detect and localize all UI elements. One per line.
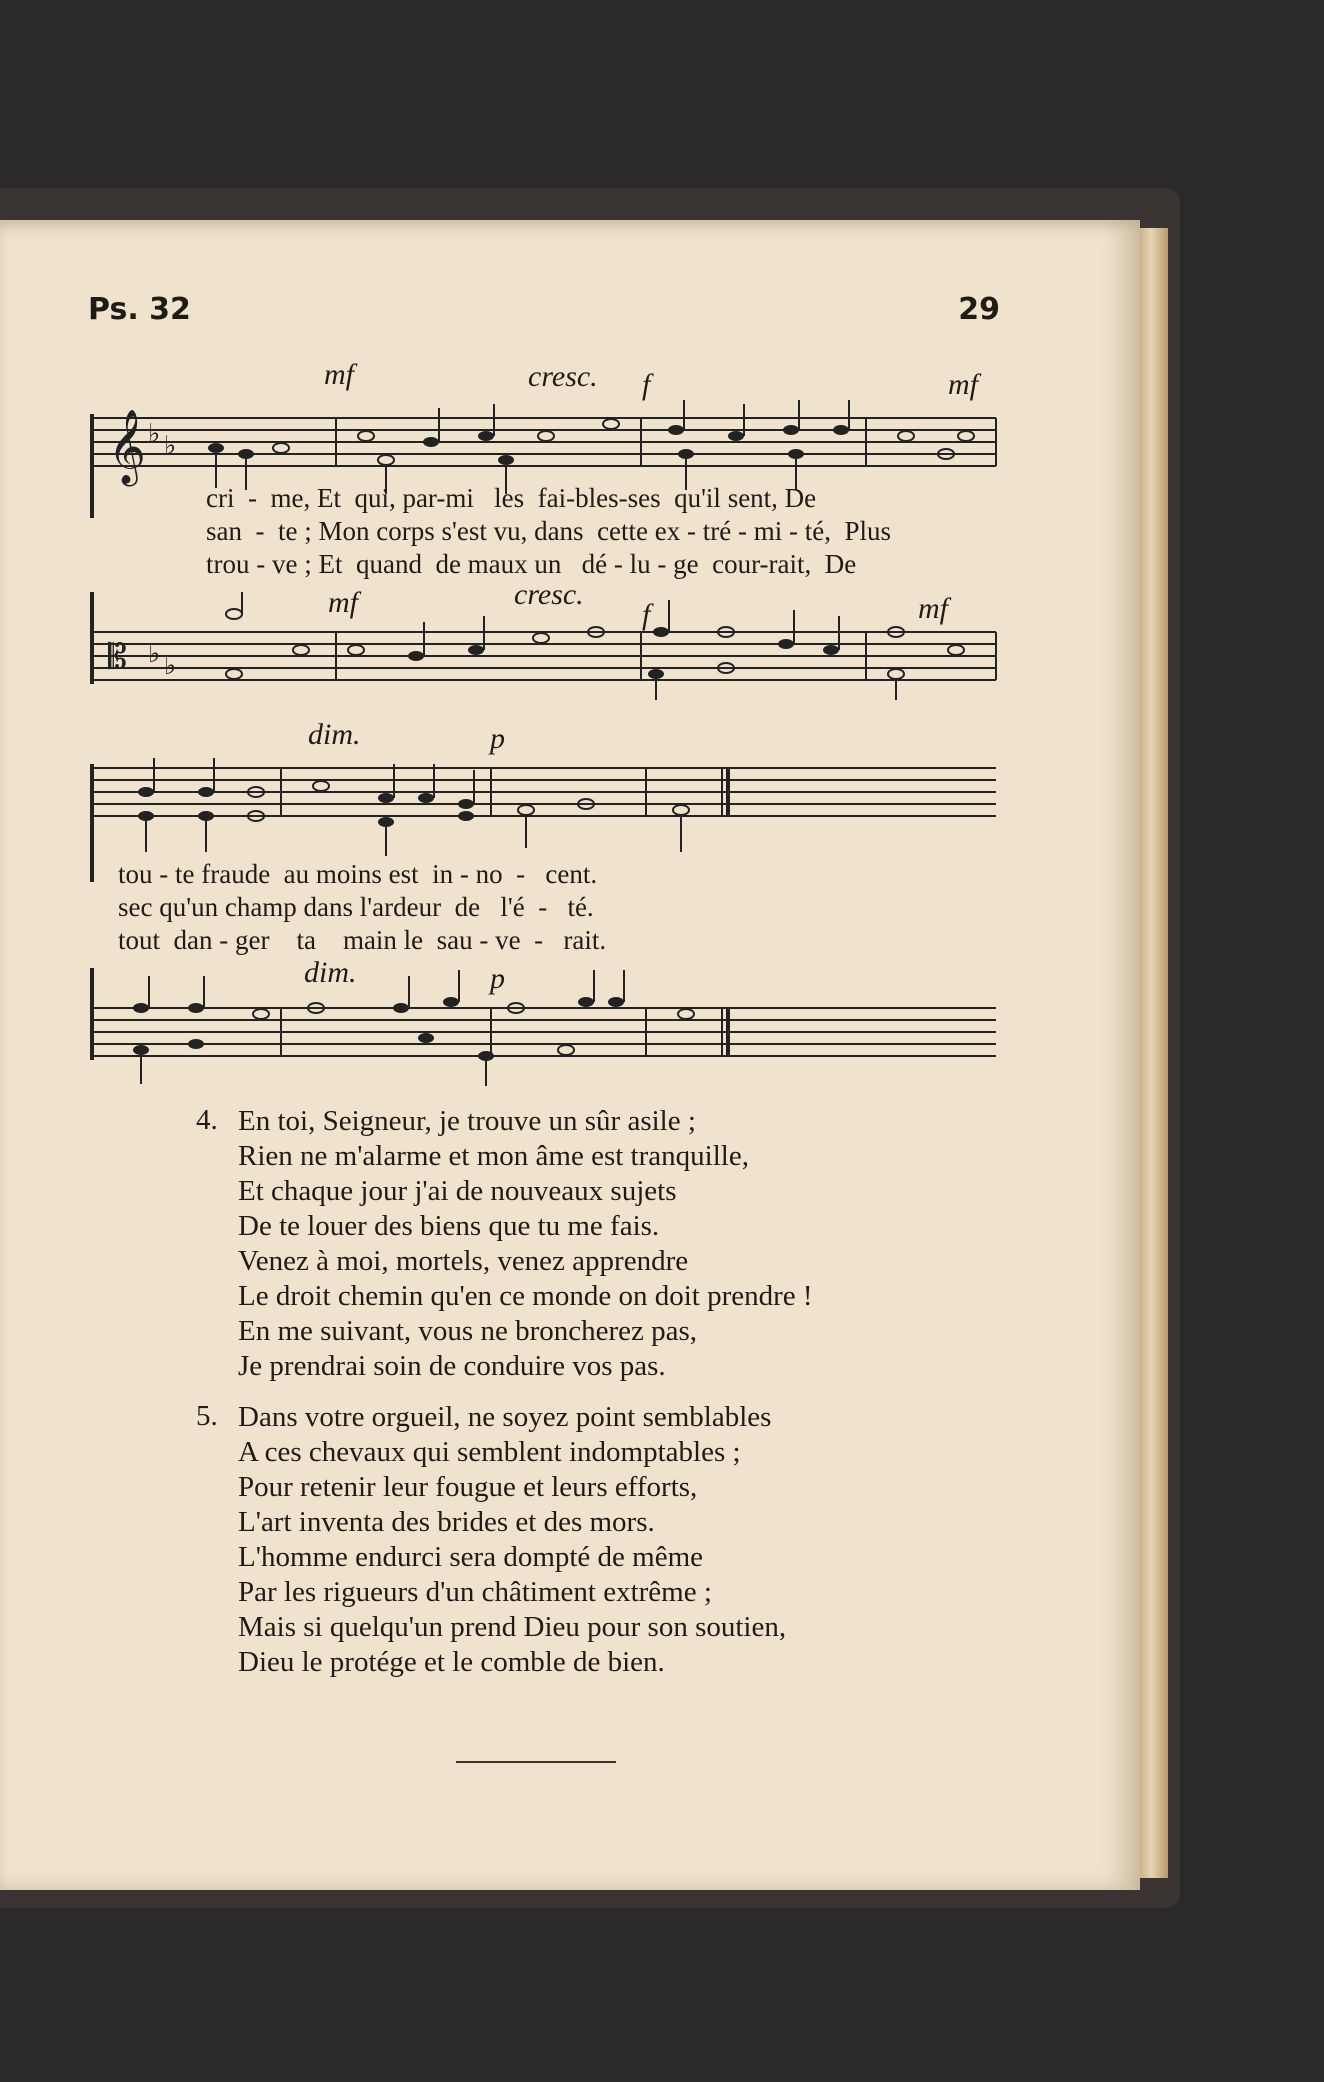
dynamic-p: p bbox=[490, 722, 505, 755]
dynamic-f: f bbox=[642, 368, 651, 401]
verse-line: L'art inventa des brides et des mors. bbox=[238, 1506, 655, 1538]
lyrics-block-2 bbox=[118, 858, 898, 957]
verse-line: En toi, Seigneur, je trouve un sûr asile ; bbox=[238, 1105, 696, 1137]
lyric-line: trou - ve ; Et quand de maux un dé - lu - ge cour-rait, De bbox=[206, 549, 857, 579]
stanza-number: 4. bbox=[196, 1104, 218, 1136]
verse-line: Et chaque jour j'ai de nouveaux sujets bbox=[238, 1175, 677, 1207]
verse-line: Le droit chemin qu'en ce monde on doit prendre ! bbox=[238, 1280, 813, 1312]
page-number: 29 bbox=[958, 292, 1000, 327]
svg-text:♭: ♭ bbox=[148, 419, 161, 448]
dynamic-mf: mf bbox=[918, 592, 948, 625]
lyric-line: tout dan - ger ta main le sau - ve - rait. bbox=[118, 925, 607, 955]
verse-line: Pour retenir leur fougue et leurs efforts, bbox=[238, 1471, 698, 1503]
staff-lower-2 bbox=[86, 968, 1004, 1088]
svg-text:♭: ♭ bbox=[164, 651, 177, 680]
psalm-label: Ps. 32 bbox=[88, 292, 191, 327]
verse-line: Rien ne m'alarme et mon âme est tranquille, bbox=[238, 1140, 749, 1172]
verse-line: Mais si quelqu'un prend Dieu pour son soutien, bbox=[238, 1611, 787, 1643]
verse-line: Venez à moi, mortels, venez apprendre bbox=[238, 1245, 689, 1277]
dynamic-mf: mf bbox=[324, 358, 354, 391]
stanza-5 bbox=[196, 1400, 916, 1680]
lyrics-block-1 bbox=[206, 482, 986, 581]
verse-line: De te louer des biens que tu me fais. bbox=[238, 1210, 660, 1242]
lyric-line: tou - te fraude au moins est in - no - cent. bbox=[118, 859, 598, 889]
dynamic-dim: dim. bbox=[304, 956, 357, 989]
verse-line: Dans votre orgueil, ne soyez point semblables bbox=[238, 1401, 772, 1433]
running-header bbox=[88, 292, 1000, 338]
lyric-line: sec qu'un champ dans l'ardeur de l'é - té. bbox=[118, 892, 594, 922]
music-system-2 bbox=[86, 718, 1004, 1072]
svg-text:♭: ♭ bbox=[164, 431, 177, 460]
dynamic-p: p bbox=[490, 962, 505, 995]
svg-text:𝄡: 𝄡 bbox=[108, 637, 127, 677]
dynamic-f: f bbox=[642, 598, 651, 631]
lyric-line: san - te ; Mon corps s'est vu, dans cette ex - tré - mi - té, Plus bbox=[206, 516, 891, 546]
end-rule bbox=[456, 1761, 616, 1763]
verse-line: Dieu le protége et le comble de bien. bbox=[238, 1646, 665, 1678]
dynamic-cresc: cresc. bbox=[514, 578, 584, 611]
stanzas bbox=[196, 1104, 916, 1696]
music-system-1 bbox=[86, 360, 1004, 700]
staff-lower-1 bbox=[86, 592, 1004, 702]
svg-text:♭: ♭ bbox=[148, 639, 161, 668]
dynamic-mf: mf bbox=[948, 368, 978, 401]
verse-line: En me suivant, vous ne broncherez pas, bbox=[238, 1315, 698, 1347]
verse-line: A ces chevaux qui semblent indomptables ; bbox=[238, 1436, 741, 1468]
stanza-4 bbox=[196, 1104, 916, 1384]
svg-text:𝄞: 𝄞 bbox=[108, 410, 146, 484]
verse-line: L'homme endurci sera dompté de même bbox=[238, 1541, 704, 1573]
verse-line: Je prendrai soin de conduire vos pas. bbox=[238, 1350, 666, 1382]
dynamic-mf: mf bbox=[328, 586, 358, 619]
verse-line: Par les rigueurs d'un châtiment extrême ; bbox=[238, 1576, 712, 1608]
lyric-line: cri - me, Et qui, par-mi les fai-bles-ses qu'il sent, De bbox=[206, 483, 817, 513]
dynamic-cresc: cresc. bbox=[528, 360, 598, 393]
dynamic-dim: dim. bbox=[308, 718, 361, 751]
page-edge bbox=[1140, 228, 1168, 1878]
stanza-number: 5. bbox=[196, 1400, 218, 1432]
